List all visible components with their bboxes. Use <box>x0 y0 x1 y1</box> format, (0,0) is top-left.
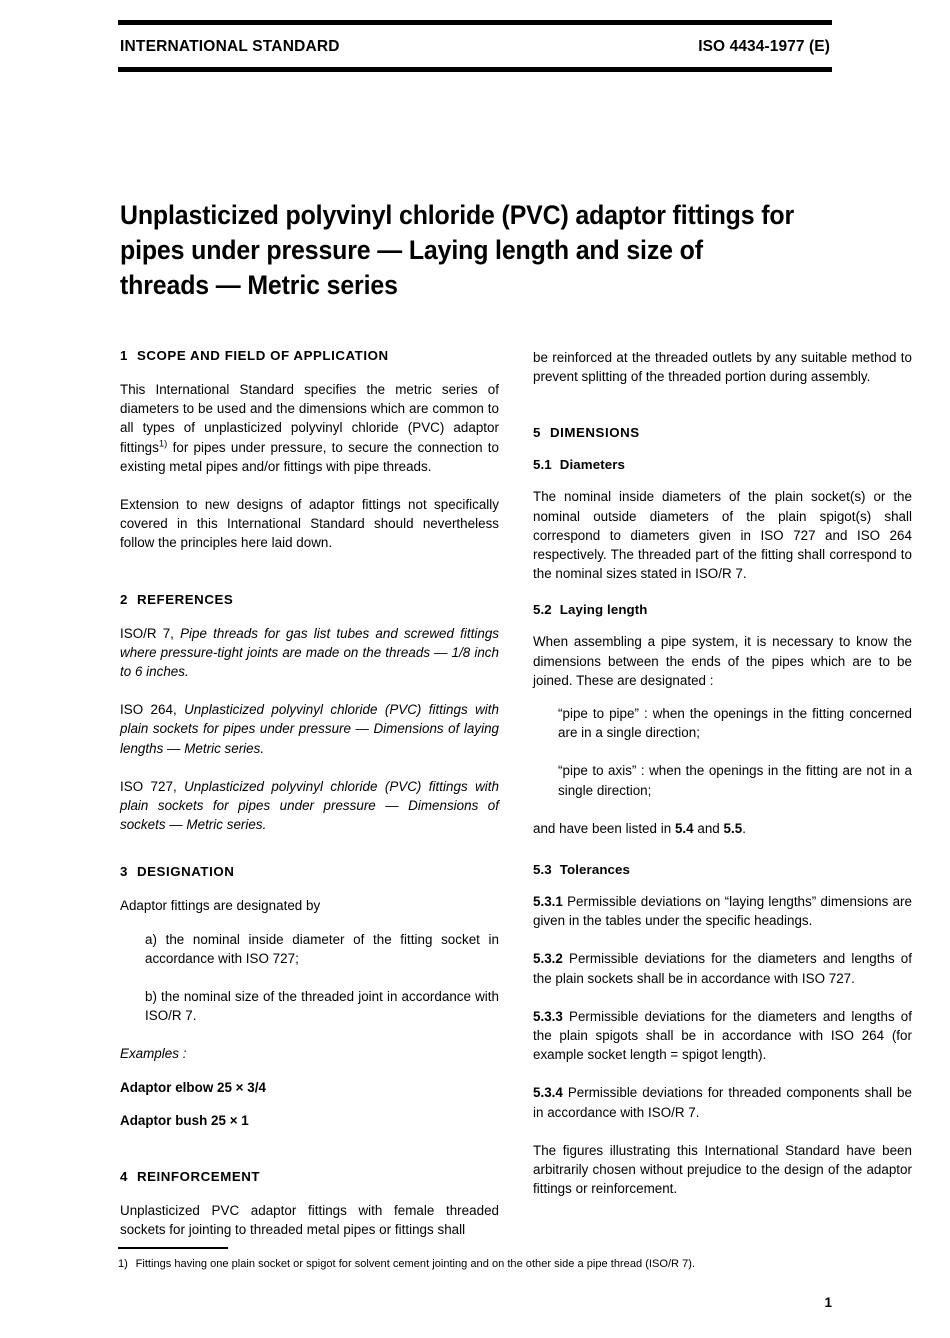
subsection-title-5-3: Tolerances <box>559 862 631 878</box>
section-number-4: 4 <box>120 1169 128 1185</box>
closing-text-a: and have been listed in <box>533 820 675 836</box>
subsection-heading-5-3 <box>533 862 912 878</box>
spacer <box>533 405 912 425</box>
designation-item-a: a) the nominal inside diameter of the fitting socket in accordance with ISO 727; <box>145 931 499 966</box>
reference-1-title: Pipe threads for gas list tubes and screwed fittings where pressure-tight joints are made on the threads — 1/8 inch to 6 inches. <box>120 625 499 680</box>
subsection-number-5-1: 5.1 <box>533 457 552 473</box>
subsection-5-2-intro: When assembling a pipe system, it is necessary to know the dimensions between the ends of the pipes which are to be joined. These are designated : <box>533 634 912 688</box>
cross-ref-5-5: 5.5 <box>723 820 743 836</box>
clause-5-3-3 <box>533 1007 912 1065</box>
section-heading-2 <box>120 592 499 608</box>
section-number-3: 3 <box>120 864 128 880</box>
designation-item-b: b) the nominal size of the threaded joint in accordance with ISO/R 7. <box>145 989 499 1024</box>
clause-number-5-3-1: 5.3.1 <box>533 894 563 910</box>
footnote-1-marker: 1) <box>118 1258 128 1270</box>
clause-number-5-3-2: 5.3.2 <box>533 951 563 967</box>
subsection-number-5-2: 5.2 <box>533 602 552 618</box>
header-rule-bottom <box>118 67 832 72</box>
section-1-paragraph-1 <box>120 380 499 476</box>
closing-text-c: . <box>742 820 746 836</box>
right-column <box>533 348 912 1217</box>
section-title-1: SCOPE AND FIELD OF APPLICATION <box>136 348 389 363</box>
subsection-number-5-3: 5.3 <box>533 862 552 878</box>
subsection-heading-5-2 <box>533 602 912 618</box>
section-heading-1 <box>120 348 499 364</box>
clause-5-3-2 <box>533 949 912 987</box>
examples-label: Examples : <box>120 1046 187 1062</box>
reference-3-title: Unplasticized polyvinyl chloride (PVC) fittings with plain sockets for pipes under pressure — Dimensions of sockets — Metric series. <box>120 778 499 833</box>
section-number-5: 5 <box>533 425 541 441</box>
section-title-5: DIMENSIONS <box>549 425 640 441</box>
section-heading-3 <box>120 864 499 880</box>
cross-ref-5-4: 5.4 <box>674 820 694 836</box>
header-standard-label: INTERNATIONAL STANDARD <box>120 38 340 55</box>
header-standard-number: ISO 4434-1977 (E) <box>698 38 830 55</box>
reference-1-label: ISO/R 7, <box>120 625 174 641</box>
subsection-title-5-1: Diameters <box>559 457 625 473</box>
clause-text-5-3-2: Permissible deviations for the diameters and lengths of the plain sockets shall be in accordance with ISO 727. <box>533 951 912 986</box>
clause-text-5-3-1: Permissible deviations on “laying lengths” dimensions are given in the tables under the specific headings. <box>533 894 912 929</box>
section-title-2: REFERENCES <box>136 591 234 607</box>
clause-5-3-4 <box>533 1083 912 1121</box>
section-title-3: DESIGNATION <box>136 864 235 880</box>
example-adaptor-elbow: Adaptor elbow 25 × 3/4 <box>120 1079 266 1095</box>
s1-p1-part-b: for pipes under pressure, to secure the connection to existing metal pipes and/or fittings with pipe threads. <box>120 439 499 474</box>
spacer <box>120 1149 499 1169</box>
footnote-area <box>118 1247 832 1271</box>
section-heading-5 <box>533 425 912 441</box>
section-4-continuation: be reinforced at the threaded outlets by any suitable method to prevent splitting of the threaded portion during assembly. <box>533 350 912 385</box>
reference-3-label: ISO 727, <box>120 778 177 794</box>
reference-item-1 <box>120 624 499 682</box>
clause-text-5-3-4: Permissible deviations for threaded components shall be in accordance with ISO/R 7. <box>533 1085 912 1120</box>
example-adaptor-bush: Adaptor bush 25 × 1 <box>120 1112 249 1128</box>
clause-text-5-3-3: Permissible deviations for the diameters and lengths of the plain spigots shall be in accordance with ISO 264 (for example socket length = spigot length). <box>533 1008 912 1063</box>
laying-length-item-pipe-to-axis: “pipe to axis” : when the openings in the fitting are not in a single direction; <box>558 763 912 798</box>
spacer <box>120 572 499 592</box>
page-header <box>118 20 832 72</box>
footnote-1-text: Fittings having one plain socket or spigot for solvent cement jointing and on the other side a pipe thread (ISO/R 7). <box>135 1258 696 1270</box>
reference-2-label: ISO 264, <box>120 702 177 718</box>
footnote-marker-ref: 1) <box>158 438 168 450</box>
closing-text-b: and <box>693 820 724 836</box>
clause-number-5-3-4: 5.3.4 <box>533 1085 563 1101</box>
clause-number-5-3-3: 5.3.3 <box>533 1008 563 1024</box>
section-3-intro: Adaptor fittings are designated by <box>120 898 321 914</box>
reference-2-title: Unplasticized polyvinyl chloride (PVC) fittings with plain sockets for pipes under pressure — Dimensions of laying lengths — Metric series. <box>120 702 499 756</box>
section-1-paragraph-2: Extension to new designs of adaptor fittings not specifically covered in this International Standard should nevertheless follow the principles here laid down. <box>120 497 499 551</box>
header-row <box>118 25 832 67</box>
page-title: Unplasticized polyvinyl chloride (PVC) adaptor fittings for pipes under pressure — Laying length and size of threads — Metric series <box>120 199 795 300</box>
section-4-paragraph-1: Unplasticized PVC adaptor fittings with female threaded sockets for jointing to threaded metal pipes or fittings shall <box>120 1203 499 1238</box>
spacer <box>120 853 499 864</box>
left-column <box>120 348 499 1258</box>
subsection-heading-5-1 <box>533 457 912 473</box>
s1-p1-part-a: This International Standard specifies the metric series of diameters to be used and the dimensions which are common to all types of unplasticized polyvinyl chloride (PVC) adaptor fittings <box>120 382 499 455</box>
section-number-1: 1 <box>120 348 128 363</box>
section-title-4: REINFORCEMENT <box>136 1169 261 1185</box>
section-number-2: 2 <box>120 591 128 607</box>
subsection-5-1-paragraph: The nominal inside diameters of the plain socket(s) or the nominal outside diameters of the plain spigot(s) shall correspond to diameters given in ISO 727 and ISO 264 respectively. The threaded part of the fitting shall correspond to the nominal sizes stated in ISO/R 7. <box>533 489 912 582</box>
page-number: 1 <box>824 1295 832 1310</box>
figures-note-paragraph: The figures illustrating this International Standard have been arbitrarily chosen without prejudice to the design of the adaptor fittings or reinforcement. <box>533 1142 912 1197</box>
reference-item-2 <box>120 700 499 758</box>
footnote-divider <box>118 1247 228 1249</box>
subsection-title-5-2: Laying length <box>559 602 648 618</box>
subsection-5-2-closing <box>533 819 912 838</box>
clause-5-3-1 <box>533 892 912 930</box>
section-heading-4 <box>120 1169 499 1185</box>
laying-length-item-pipe-to-pipe: “pipe to pipe” : when the openings in the fitting concerned are in a single direction; <box>558 706 912 741</box>
reference-item-3 <box>120 777 499 835</box>
footnote-1 <box>118 1257 811 1271</box>
